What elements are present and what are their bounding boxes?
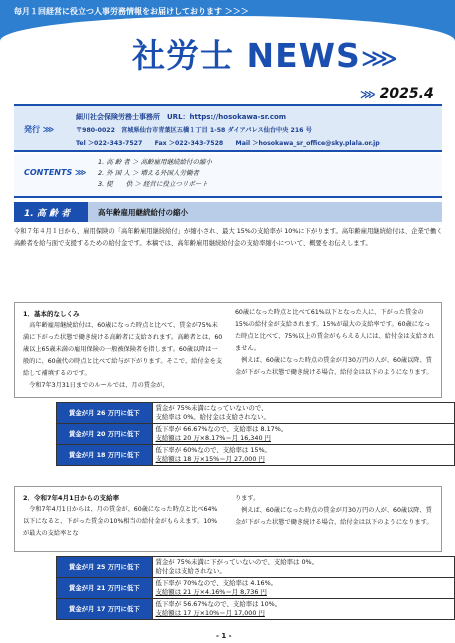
article-heading: 2．令和7年4月1日からの支給率 <box>23 494 120 502</box>
table-row <box>57 599 455 620</box>
benefit-table-2 <box>56 556 455 620</box>
table-value: 低下率が 70%なので、支給率は 4.16%。 支給額は 21 万×4.16%＝月 8,736 円 <box>152 578 454 599</box>
article-heading: 1．基本的なしくみ <box>23 310 80 318</box>
table-row <box>57 403 455 424</box>
table-key: 賃金が月 17 万円に低下 <box>57 599 153 620</box>
newsletter-logo <box>132 30 399 77</box>
publisher-address: 〒980-0022 宮城県仙台市青葉区五橋１丁目 1-58 ダイアパレス仙台中央 216 号 <box>76 127 312 134</box>
publisher-box <box>14 104 442 152</box>
table-row <box>57 578 455 599</box>
contents-item: 3. 提 供 ＞ 経営に役立つリポート <box>98 180 208 188</box>
table-row <box>57 424 455 445</box>
page-number: - 1 - <box>216 632 232 640</box>
benefit-table-1 <box>56 402 455 466</box>
article-column-left <box>23 493 223 540</box>
issue-arrows: ⋙ <box>360 88 376 101</box>
article-box-2 <box>14 486 442 552</box>
article-column-left <box>23 309 223 392</box>
article-text: ります。 例えば、60歳になった時点の賃金が月30万円の人が、60歳以降、賃金が下がった状態で働き続ける場合、給付金は以下のようになります。 <box>235 495 433 526</box>
table-value: 低下率が 56.67%なので、支給率は 10%。 支給額は 17 万×10%＝月 17,000 円 <box>152 599 454 620</box>
publisher-name-url: 細川社会保険労務士事務所 URL：https://hosokawa-sr.com <box>76 113 287 121</box>
logo-arrows: ⋙ <box>360 44 399 74</box>
contents-box <box>14 154 442 198</box>
issue-number: 2025.4 <box>379 86 434 102</box>
article-column-right <box>235 307 435 379</box>
table-key: 賃金が月 18 万円に低下 <box>57 445 153 466</box>
article-column-right <box>235 493 435 529</box>
contents-list <box>98 157 212 190</box>
table-row <box>57 557 455 578</box>
article-text: 令和7年4月1日からは、月の賃金が、60歳になった時点と比べ64%以下になると、下がった賃金の10%相当の給付金がもらえます。10%が最大の支給率とな <box>23 506 218 537</box>
section-number: 1. 高 齢 者 <box>14 202 88 222</box>
article-box-1 <box>14 302 442 398</box>
logo-text: 社労士 NEWS <box>132 36 361 75</box>
tagline: 毎月１回経営に役立つ人事労務情報をお届けしております ＞＞＞ <box>14 7 249 16</box>
contents-item: 2. 外 国 人 ＞ 増える外国人労働者 <box>98 169 200 177</box>
table-value: 賃金が 75%未満に下がっていないので、支給率は 0%。 給付金は支給されない。 <box>152 557 454 578</box>
article-text: 高年齢雇用継続給付は、60歳になった時点と比べて、賃金が75%未満に下がった状態で働き続ける高齢者に支給されます。高齢者とは、60歳以上65歳未満の雇用保険の一般被保険者を指します。60歳以降は一般的に、60歳代の時点と比べて給与が下がります。そこで、給付金を支給して補填するのです。 令和7年3月31日までのルールでは、月の賃金が、 <box>23 322 223 389</box>
contents-label: CONTENTS ⋙ <box>24 168 87 177</box>
table-value: 賃金が 75%未満になっていないので、 支給率は 0%。給付金は支給されない。 <box>152 403 454 424</box>
section-header <box>14 202 442 222</box>
table-value: 低下率が 66.67%なので、支給率は 8.17%。 支給額は 20 万×8.17%＝月 16,340 円 <box>152 424 454 445</box>
table-row <box>57 445 455 466</box>
table-key: 賃金が月 26 万円に低下 <box>57 403 153 424</box>
table-value: 低下率が 60%なので、支給率は 15%。 支給額は 18 万×15%＝月 27,000 円 <box>152 445 454 466</box>
table-key: 賃金が月 21 万円に低下 <box>57 578 153 599</box>
contents-item: 1. 高 齢 者 ＞ 高齢雇用継続給付の縮小 <box>98 158 213 166</box>
issue-date <box>360 86 434 102</box>
publisher-label: 発行 ⋙ <box>24 125 55 134</box>
section-intro: 令和７年４月１日から、雇用保険の「高年齢雇用継続給付」が縮小され、最大 15%の支給率が 10%に下がります。高年齢雇用継続給付は、企業で働く高齢者を給与面で支援するための給付金です。本稿では、高年齢雇用継続給付金の支給率縮小について、概要をお伝えします。 <box>14 228 443 247</box>
publisher-contact: Tel ＞022-343-7527 Fax ＞022-343-7528 Mail ＞hosokawa_sr_office@sky.plala.or.jp <box>76 140 380 147</box>
section-title: 高年齢雇用継続給付の縮小 <box>98 208 188 217</box>
article-text: 60歳になった時点と比べて61%以下となった人に、下がった賃金の15%の給付金が支給されます。15%が最大の支給率です。60歳になった時点と比べて、75%以上の賃金がもらえる人には、給付金は支給されません。 例えば、60歳になった時点の賃金が月30万円の人が、60歳以降、賃金が下がった状態で働き続ける場合、給付金は以下のようになります。 <box>235 309 435 376</box>
table-key: 賃金が月 20 万円に低下 <box>57 424 153 445</box>
table-key: 賃金が月 25 万円に低下 <box>57 557 153 578</box>
